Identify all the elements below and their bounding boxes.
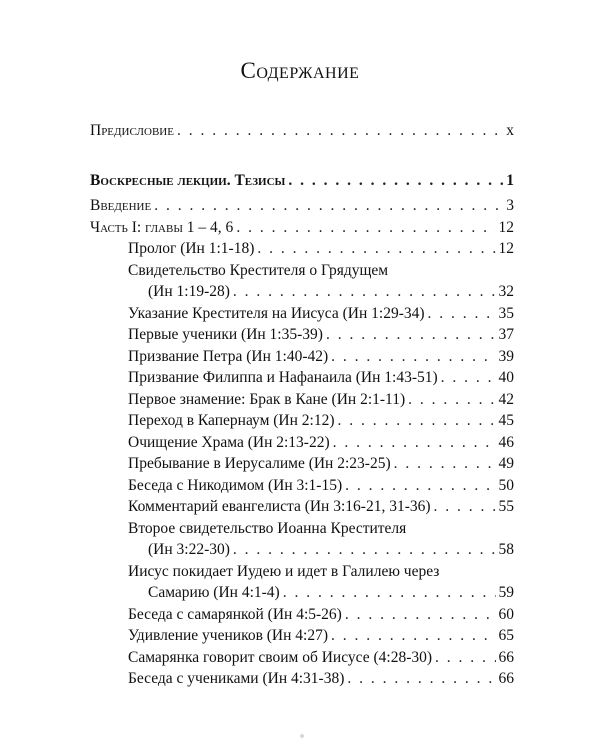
toc-entry-label: Комментарий евангелиста (Ин 3:16-21, 31-36) xyxy=(128,498,431,515)
toc-entry[interactable] xyxy=(90,496,514,518)
toc-entry-label: Призвание Филиппа и Нафанаила (Ин 1:43-51) xyxy=(128,369,438,386)
toc-entry-page: 35 xyxy=(498,304,514,322)
toc-entry-page: 42 xyxy=(498,390,514,408)
leader-dots xyxy=(434,496,496,518)
leader-dots xyxy=(283,582,496,604)
toc-entry-page: 60 xyxy=(498,605,514,623)
leader-dots xyxy=(233,539,496,561)
toc-entry-page: 39 xyxy=(498,347,514,365)
toc-entry[interactable] xyxy=(90,453,514,475)
toc-entry-page: 59 xyxy=(498,584,514,601)
toc-entry-label: Беседа с учениками (Ин 4:31-38) xyxy=(128,670,345,687)
toc-entry-section[interactable] xyxy=(90,170,514,192)
toc-entry-label: Свидетельство Крестителя о Грядущем xyxy=(128,261,389,279)
toc-entry-page: 40 xyxy=(498,369,514,386)
leader-dots xyxy=(233,281,496,303)
leader-dots xyxy=(435,647,495,669)
toc-entry-label: Первое знамение: Брак в Кане (Ин 2:1-11) xyxy=(128,390,406,408)
leader-dots xyxy=(331,625,495,647)
toc-entry-label: Беседа с самарянкой (Ин 4:5-26) xyxy=(128,605,342,623)
toc-entry-page: 12 xyxy=(498,240,514,257)
leader-dots xyxy=(326,324,496,346)
page-speck xyxy=(300,734,304,738)
leader-dots xyxy=(177,120,503,142)
leader-dots xyxy=(428,303,496,325)
toc-entry[interactable] xyxy=(90,432,514,454)
toc-entry-intro[interactable] xyxy=(90,195,514,217)
toc-entry-page: 45 xyxy=(498,412,514,429)
toc-entry-label: Удивление учеников (Ин 4:27) xyxy=(128,627,329,644)
toc-entry-label: Воскресные лекции. Тезисы xyxy=(90,171,286,189)
toc-entry-label: Беседа с Никодимом (Ин 3:1-15) xyxy=(128,476,343,494)
toc-entry-label: Указание Крестителя на Иисуса (Ин 1:29-34) xyxy=(128,304,425,322)
leader-dots xyxy=(333,432,496,454)
toc-entry[interactable] xyxy=(90,475,514,497)
toc-entry-page: 65 xyxy=(498,627,514,644)
toc-entry-page: 55 xyxy=(498,498,514,515)
toc-entries xyxy=(90,238,514,690)
toc-entry[interactable] xyxy=(90,561,514,604)
toc-entry-label: Введение xyxy=(90,197,152,214)
toc-entry-label: Иисус покидает Иудею и идет в Галилею через xyxy=(128,562,440,580)
toc-entry[interactable] xyxy=(90,625,514,647)
toc-entry[interactable] xyxy=(90,604,514,626)
toc-entry-preface[interactable] xyxy=(90,120,514,142)
toc-entry[interactable] xyxy=(90,389,514,411)
toc-entry-label: Предисловие xyxy=(90,122,174,139)
toc-entry-part[interactable] xyxy=(90,217,514,239)
leader-dots xyxy=(408,389,495,411)
page-title: Содержание xyxy=(240,58,360,83)
toc-entry[interactable] xyxy=(90,303,514,325)
toc-entry[interactable] xyxy=(90,238,514,260)
toc-entry[interactable] xyxy=(90,410,514,432)
toc-entry-label: Второе свидетельство Иоанна Крестителя xyxy=(128,519,407,537)
leader-dots xyxy=(154,195,503,217)
leader-dots xyxy=(338,410,496,432)
toc-entry-label-cont: (Ин 1:19-28) xyxy=(148,283,230,300)
toc-entry-label-cont: Самарию (Ин 4:1-4) xyxy=(148,584,280,601)
toc-entry-page: 66 xyxy=(498,670,514,687)
toc-entry-page: 1 xyxy=(506,171,514,189)
toc-entry-label: Переход в Капернаум (Ин 2:12) xyxy=(128,412,335,429)
leader-dots xyxy=(236,217,495,239)
toc-entry[interactable] xyxy=(90,518,514,561)
toc-entry-label: Часть I: главы 1 – 4, 6 xyxy=(90,218,234,236)
toc-entry[interactable] xyxy=(90,324,514,346)
leader-dots xyxy=(257,238,495,260)
toc-entry-page: 66 xyxy=(498,648,514,666)
toc-entry-label: Первые ученики (Ин 1:35-39) xyxy=(128,326,323,343)
toc-entry-page: 12 xyxy=(498,218,514,236)
toc-entry-label: Пролог (Ин 1:1-18) xyxy=(128,240,255,257)
toc-entry-page: 50 xyxy=(498,476,514,494)
toc-entry[interactable] xyxy=(90,346,514,368)
toc-entry-label: Очищение Храма (Ин 2:13-22) xyxy=(128,433,330,451)
toc-entry-label: Призвание Петра (Ин 1:40-42) xyxy=(128,347,329,365)
toc-entry-page: 32 xyxy=(498,283,514,300)
toc-entry-page: 49 xyxy=(498,455,514,472)
toc-entry[interactable] xyxy=(90,668,514,690)
toc-entry-page: x xyxy=(506,122,514,139)
leader-dots xyxy=(347,668,495,690)
toc-entry[interactable] xyxy=(90,367,514,389)
leader-dots xyxy=(441,367,496,389)
leader-dots xyxy=(288,170,503,192)
toc-entry-label-cont: (Ин 3:22-30) xyxy=(148,541,230,558)
leader-dots xyxy=(331,346,495,368)
toc-entry[interactable] xyxy=(90,647,514,669)
leader-dots xyxy=(345,604,496,626)
toc-entry[interactable] xyxy=(90,260,514,303)
table-of-contents xyxy=(90,120,514,690)
toc-entry-page: 46 xyxy=(498,433,514,451)
toc-entry-label: Самарянка говорит своим об Иисусе (4:28-30) xyxy=(128,648,433,666)
toc-entry-page: 3 xyxy=(506,197,514,214)
leader-dots xyxy=(394,453,496,475)
toc-entry-page: 37 xyxy=(498,326,514,343)
toc-entry-label: Пребывание в Иерусалиме (Ин 2:23-25) xyxy=(128,455,391,472)
toc-entry-page: 58 xyxy=(498,541,514,558)
leader-dots xyxy=(345,475,495,497)
